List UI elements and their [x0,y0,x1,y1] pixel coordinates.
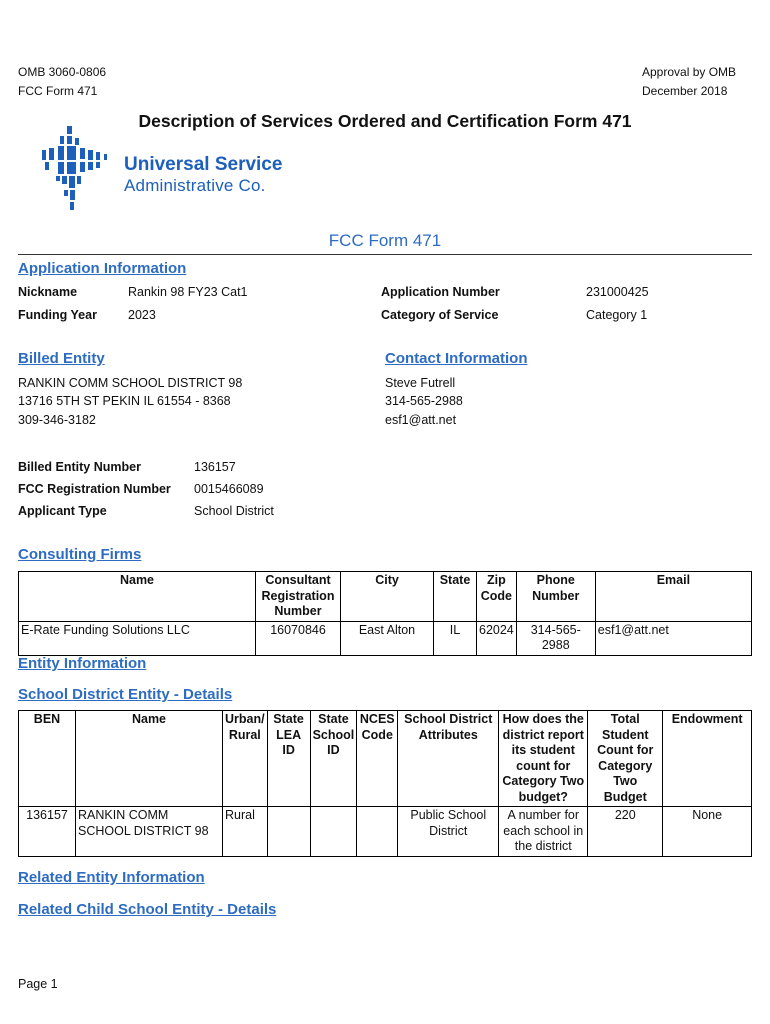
approval-date: December 2018 [642,84,728,98]
section-consulting-firms: Consulting Firms [18,546,142,563]
fcc-registration-value: 0015466089 [194,482,264,496]
funding-year-label: Funding Year [18,308,97,322]
section-application-info: Application Information [18,260,187,277]
page-number: Page 1 [18,977,58,991]
application-number-value: 231000425 [586,285,649,299]
funding-year-value: 2023 [128,308,156,322]
applicant-type-value: School District [194,504,274,518]
col-name: Name [76,711,223,807]
billed-entity-name: RANKIN COMM SCHOOL DISTRICT 98 [18,376,243,390]
cell-total-student-count: 220 [588,807,663,857]
category-value: Category 1 [586,308,648,322]
col-student-count-method: How does the district report its student count for Category Two budget? [499,711,588,807]
form-title: FCC Form 471 [328,231,442,250]
cell-state-school-id [310,807,357,857]
col-consultant-reg: Consultant Registration Number [256,572,341,622]
title-divider [18,254,752,255]
cell-endowment: None [663,807,752,857]
page-title: Description of Services Ordered and Certification Form 471 [138,111,632,131]
cell-zip: 62024 [477,621,517,655]
section-school-district-details: School District Entity - Details [18,686,233,703]
cell-state-lea-id [267,807,310,857]
cell-reg: 16070846 [256,621,341,655]
table-row [19,621,752,655]
section-entity-info: Entity Information [18,655,147,672]
fcc-registration-label: FCC Registration Number [18,482,171,496]
logo-line2: Administrative Co. [124,176,266,195]
table-header-row [19,711,752,807]
approval-text: Approval by OMB [642,65,737,79]
cell-ben: 136157 [19,807,76,857]
usac-logo-icon [40,124,120,214]
cell-nces-code [357,807,398,857]
billed-entity-phone: 309-346-3182 [18,413,96,427]
contact-phone: 314-565-2988 [385,394,463,408]
col-ben: BEN [19,711,76,807]
billed-entity-number-label: Billed Entity Number [18,460,141,474]
cell-name: E-Rate Funding Solutions LLC [19,621,256,655]
form-number: FCC Form 471 [18,84,98,98]
billed-entity-number-value: 136157 [194,460,236,474]
application-number-label: Application Number [381,285,500,299]
cell-urban-rural: Rural [223,807,268,857]
col-state-lea-id: State LEA ID [267,711,310,807]
col-nces-code: NCES Code [357,711,398,807]
table-header-row [19,572,752,622]
section-billed-entity: Billed Entity [18,350,105,367]
col-zip: Zip Code [477,572,517,622]
col-district-attributes: School District Attributes [398,711,499,807]
table-row [19,807,752,857]
cell-state: IL [434,621,477,655]
nickname-value: Rankin 98 FY23 Cat1 [128,285,248,299]
contact-name: Steve Futrell [385,376,456,390]
logo-line1: Universal Service [124,154,283,175]
applicant-type-label: Applicant Type [18,504,107,518]
col-state-school-id: State School ID [310,711,357,807]
col-state: State [434,572,477,622]
nickname-label: Nickname [18,285,78,299]
cell-phone: 314-565-2988 [516,621,595,655]
school-district-table [18,710,752,857]
cell-email: esf1@att.net [595,621,751,655]
omb-number: OMB 3060-0806 [18,65,107,79]
col-email: Email [595,572,751,622]
col-phone: Phone Number [516,572,595,622]
col-total-student-count: Total Student Count for Category Two Budget [588,711,663,807]
section-related-child-school: Related Child School Entity - Details [18,901,277,918]
col-urban-rural: Urban/ Rural [223,711,268,807]
cell-district-attributes: Public School District [398,807,499,857]
cell-city: East Alton [341,621,434,655]
section-contact-info: Contact Information [385,350,528,367]
col-name: Name [19,572,256,622]
cell-student-count-method: A number for each school in the district [499,807,588,857]
contact-email: esf1@att.net [385,413,457,427]
section-related-entity: Related Entity Information [18,869,205,886]
col-endowment: Endowment [663,711,752,807]
category-label: Category of Service [381,308,499,322]
consulting-firms-table [18,571,752,656]
cell-name: RANKIN COMM SCHOOL DISTRICT 98 [76,807,223,857]
col-city: City [341,572,434,622]
billed-entity-address: 13716 5TH ST PEKIN IL 61554 - 8368 [18,394,231,408]
